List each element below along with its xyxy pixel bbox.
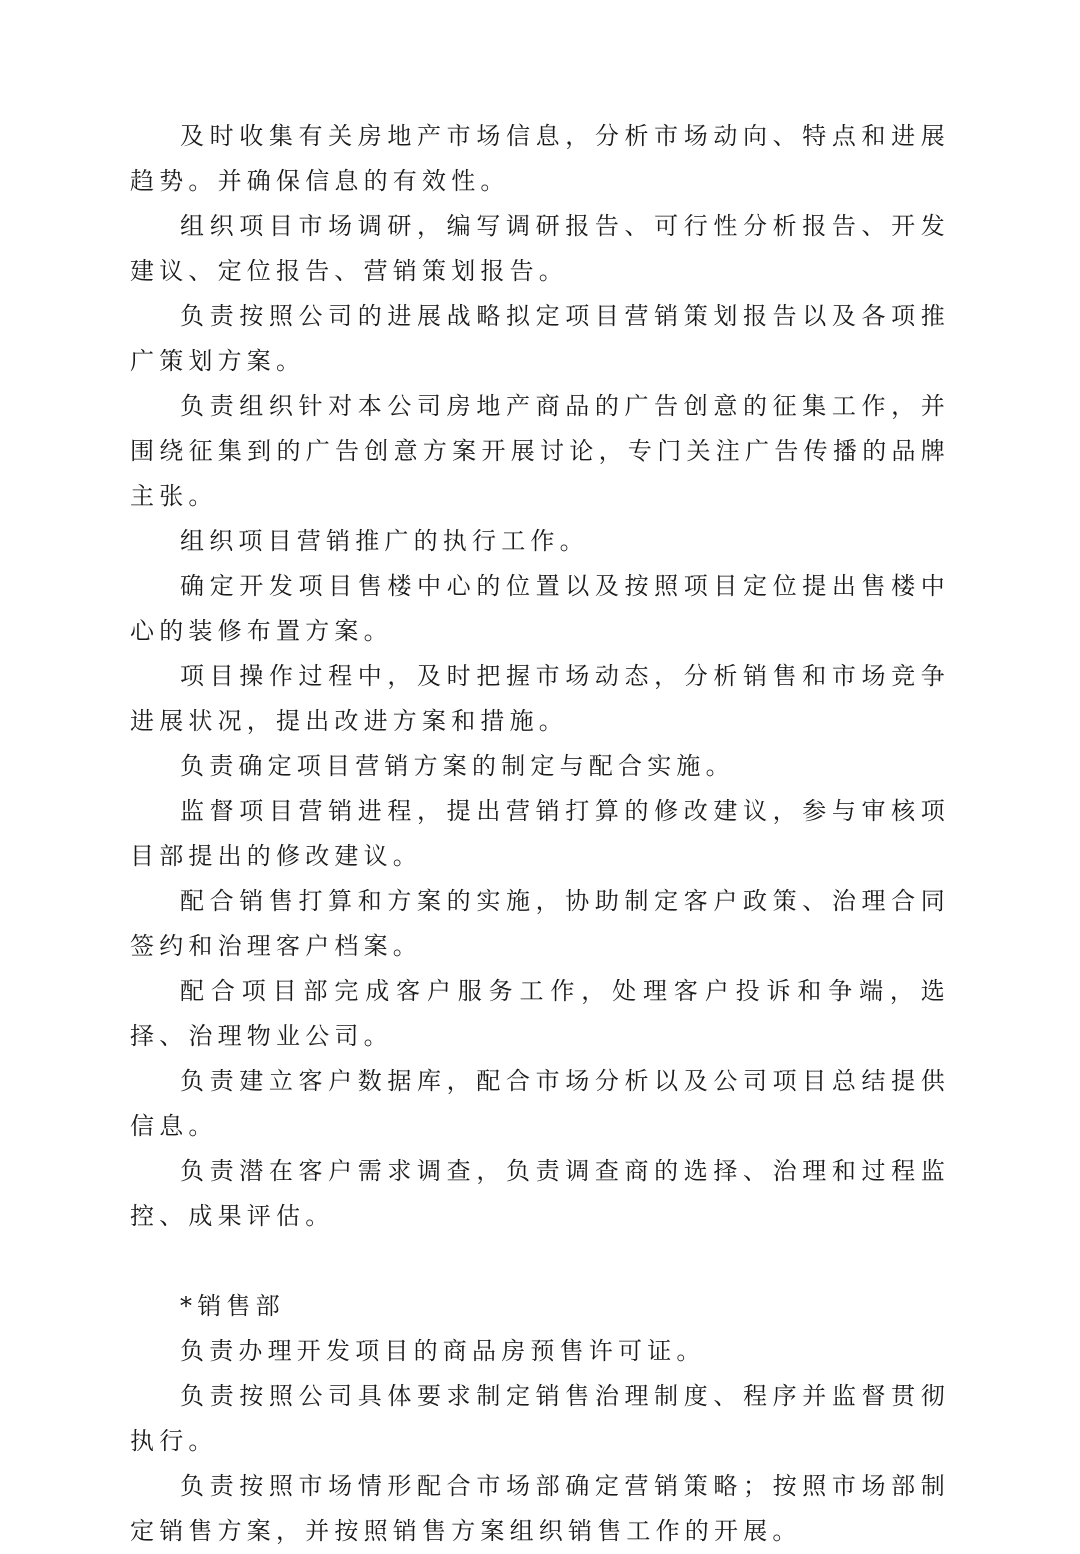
sales-section: [130, 1284, 950, 1554]
document-body: [130, 114, 950, 1554]
paragraph: 负责确定项目营销方案的制定与配合实施。: [180, 752, 735, 780]
paragraph: 负责按照市场情形配合市场部确定营销策略；按照市场部制定销售方案，并按照销售方案组织销售工作的开展。: [130, 1472, 950, 1545]
paragraph: 及时收集有关房地产市场信息，分析市场动向、特点和进展趋势。并确保信息的有效性。: [130, 122, 950, 195]
paragraph: 配合销售打算和方案的实施，协助制定客户政策、治理合同签约和治理客户档案。: [130, 887, 950, 960]
section-heading: *销售部: [180, 1292, 285, 1320]
paragraph: 项目操作过程中，及时把握市场动态，分析销售和市场竞争进展状况，提出改进方案和措施。: [130, 662, 950, 735]
paragraph: 负责建立客户数据库，配合市场分析以及公司项目总结提供信息。: [130, 1067, 950, 1140]
paragraph: 负责按照公司具体要求制定销售治理制度、程序并监督贯彻执行。: [130, 1382, 950, 1455]
paragraph: 配合项目部完成客户服务工作，处理客户投诉和争端，选择、治理物业公司。: [130, 977, 950, 1050]
paragraph: 负责组织针对本公司房地产商品的广告创意的征集工作，并围绕征集到的广告创意方案开展讨论，专门关注广告传播的品牌主张。: [130, 392, 950, 510]
paragraph: 确定开发项目售楼中心的位置以及按照项目定位提出售楼中心的装修布置方案。: [130, 572, 950, 645]
paragraph: 监督项目营销进程，提出营销打算的修改建议，参与审核项目部提出的修改建议。: [130, 797, 950, 870]
paragraph: 负责办理开发项目的商品房预售许可证。: [180, 1337, 706, 1365]
paragraph: 组织项目营销推广的执行工作。: [180, 527, 589, 555]
paragraph: 负责潜在客户需求调查，负责调查商的选择、治理和过程监控、成果评估。: [130, 1157, 950, 1230]
paragraph: 组织项目市场调研，编写调研报告、可行性分析报告、开发建议、定位报告、营销策划报告。: [130, 212, 950, 285]
paragraph: 负责按照公司的进展战略拟定项目营销策划报告以及各项推广策划方案。: [130, 302, 950, 375]
